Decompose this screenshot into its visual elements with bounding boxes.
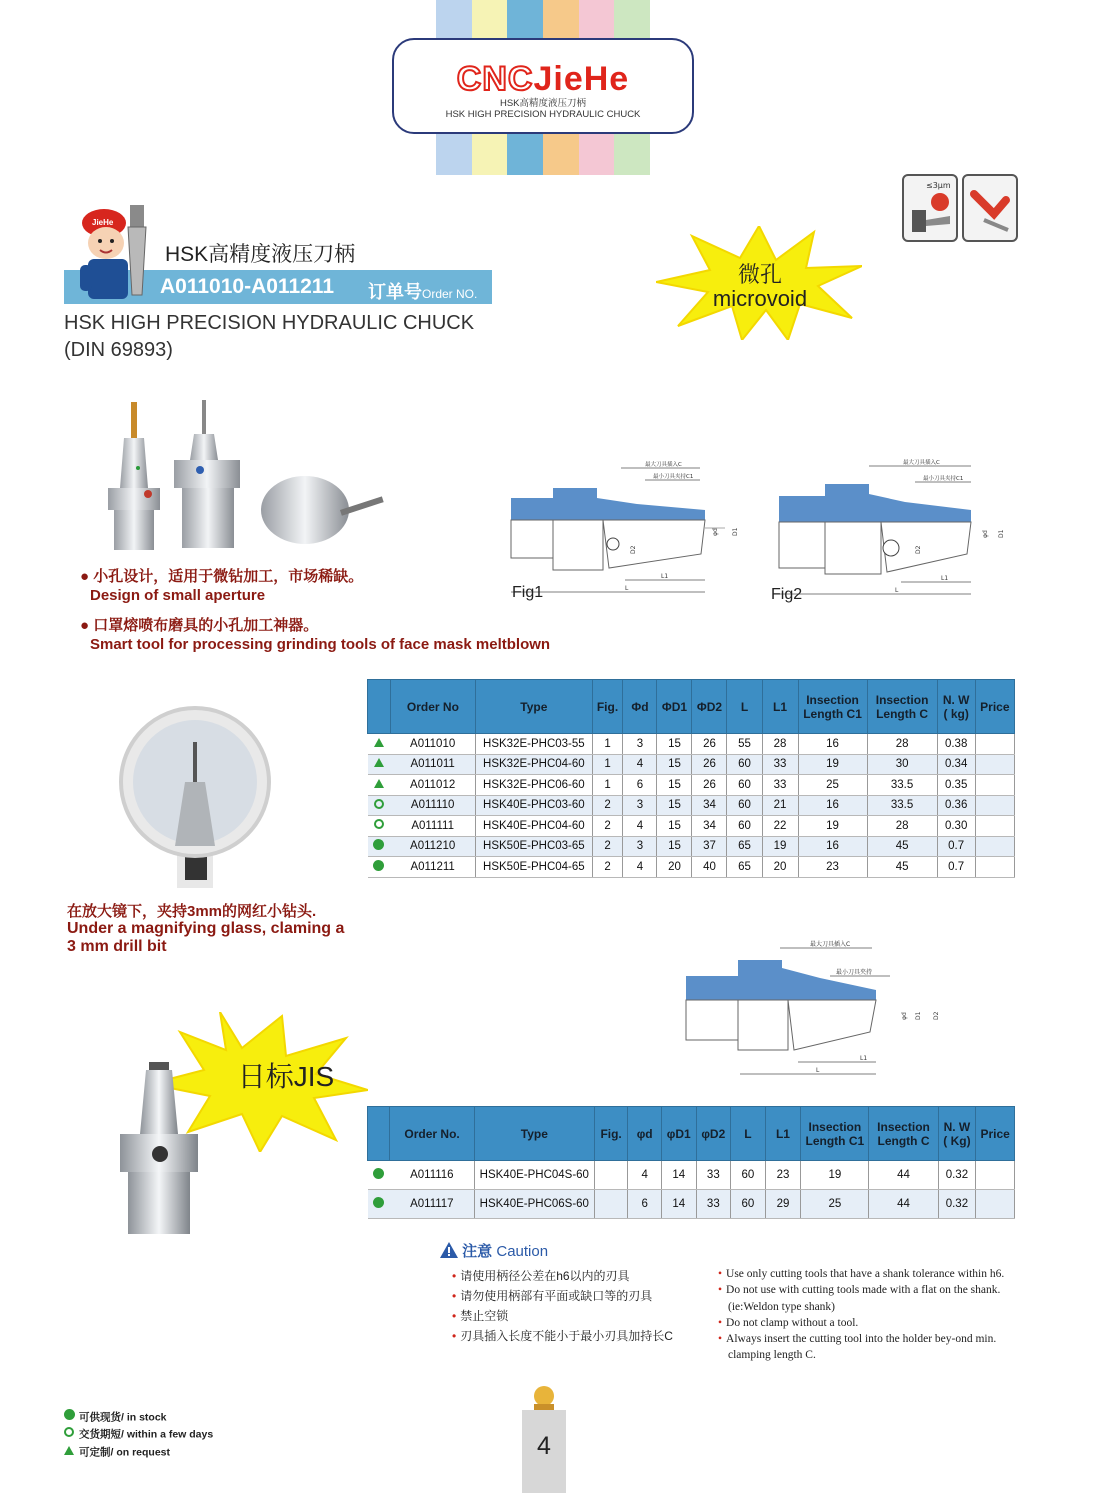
cell-type: HSK40E-PHC04S-60 [474, 1161, 594, 1190]
cell-price [976, 1161, 1015, 1190]
on-request-triangle-icon [374, 738, 384, 747]
brand-subtitle-cn: HSK高精度液压刀柄 [499, 98, 587, 109]
header-d2: φD2 [696, 1107, 731, 1161]
dim-max-insert: 最大刀具插入C [903, 460, 940, 466]
header-type: Type [476, 680, 592, 734]
table-row [368, 754, 1015, 775]
cell-price [975, 857, 1014, 878]
cell-fig: 1 [592, 754, 623, 775]
order-label-en: Order NO. [422, 287, 478, 301]
caution-list-cn [462, 1266, 673, 1346]
cell-nw: 0.36 [937, 795, 975, 816]
microvoid-cn: 微孔 [737, 262, 782, 287]
precision-icon [902, 174, 958, 242]
tolerance-text: ≤3μm [926, 181, 951, 190]
table-row [368, 857, 1015, 878]
mascot-head-icon [522, 1384, 566, 1412]
cell-l: 60 [731, 1190, 766, 1219]
product-title-en-line2: (DIN 69893) [64, 339, 173, 361]
cell-c: 30 [867, 754, 937, 775]
cell-d2: 26 [692, 754, 727, 775]
brand-jiehe: JieHe [533, 60, 630, 98]
cell-d1: 15 [657, 734, 692, 755]
dim-d2: D2 [933, 1011, 940, 1020]
legend-few-days-text: 交货期短/ within a few days [79, 1428, 214, 1441]
feature-1-en: Design of small aperture [90, 587, 266, 604]
cell-d: 4 [623, 857, 657, 878]
cell-fig [594, 1190, 628, 1219]
cell-d: 6 [628, 1190, 662, 1219]
cell-c: 28 [867, 734, 937, 755]
caution-title [440, 1240, 548, 1261]
cell-l: 65 [727, 836, 762, 857]
header-c: Insection Length C [869, 1107, 938, 1161]
fig1-drawing [505, 458, 755, 600]
table-row [368, 775, 1015, 796]
stock-mark-cell [368, 775, 391, 796]
cell-d2: 34 [692, 816, 727, 837]
cell-nw: 0.38 [937, 734, 975, 755]
table-header-row [368, 680, 1015, 734]
caution-title-cn: 注意 [462, 1243, 493, 1260]
dim-l1: L1 [860, 1055, 868, 1062]
header-cell-mark [368, 1107, 390, 1161]
header-c: Insection Length C [867, 680, 937, 734]
jis-drawing [680, 938, 960, 1080]
magnifier-photo [115, 706, 275, 888]
header-l1: L1 [765, 1107, 801, 1161]
cell-type: HSK50E-PHC04-65 [476, 857, 592, 878]
header-price: Price [975, 680, 1014, 734]
dim-d1: D1 [998, 529, 1005, 538]
dim-max-insert: 最大刀具插入C [810, 941, 851, 948]
feature-2-cn: ● 口罩熔喷布磨具的小孔加工神器。 [80, 617, 319, 634]
cell-type: HSK40E-PHC04-60 [476, 816, 592, 837]
wrench-icon [962, 174, 1018, 242]
cell-c1: 19 [798, 816, 867, 837]
on-request-triangle-icon [374, 779, 384, 788]
cell-d2: 26 [692, 775, 727, 796]
product-title-en [64, 310, 474, 364]
product-title-en-line1: HSK HIGH PRECISION HYDRAULIC CHUCK [64, 312, 475, 334]
cell-type: HSK32E-PHC04-60 [476, 754, 592, 775]
header-l: L [727, 680, 762, 734]
stock-mark-cell [368, 857, 391, 878]
magnifier-caption-cn: 在放大镜下，夹持3mm的网红小钻头. [67, 903, 317, 920]
cell-price [975, 775, 1014, 796]
microvoid-label [700, 263, 820, 311]
cell-fig: 1 [592, 775, 623, 796]
brand-name [394, 60, 692, 98]
stock-mark-cell [368, 1190, 390, 1219]
cell-l1: 23 [765, 1161, 801, 1190]
cell-l1: 28 [762, 734, 798, 755]
dim-d1: D1 [915, 1011, 922, 1020]
cell-d1: 14 [661, 1161, 696, 1190]
dim-d2: D2 [915, 545, 922, 554]
stock-mark-cell [368, 754, 391, 775]
in-stock-dot-icon [373, 1197, 384, 1208]
header-order-no: Order No [390, 680, 476, 734]
dim-max-insert: 最大刀具插入C [645, 462, 682, 468]
cell-d2: 26 [692, 734, 727, 755]
table-row [368, 795, 1015, 816]
fig2-drawing [775, 458, 1037, 600]
page-tab [522, 1410, 566, 1493]
header-nw: N. W ( Kg) [938, 1107, 976, 1161]
brand-subtitle-en: HSK HIGH PRECISION HYDRAULIC CHUCK [445, 109, 641, 120]
header-cell-mark [368, 680, 391, 734]
cell-c: 44 [869, 1161, 938, 1190]
cell-type: HSK40E-PHC03-60 [476, 795, 592, 816]
caution-item: • 刃具插入长度不能小于最小刃具加持长C [462, 1326, 673, 1346]
dim-l: L [895, 587, 899, 594]
cell-fig: 2 [592, 816, 623, 837]
cell-l1: 22 [762, 816, 798, 837]
header-fig: Fig. [594, 1107, 628, 1161]
cell-l1: 20 [762, 857, 798, 878]
cell-order-no: A011111 [390, 816, 476, 837]
cell-nw: 0.7 [937, 836, 975, 857]
cell-d1: 20 [657, 857, 692, 878]
spec-table-2 [367, 1106, 1015, 1219]
cell-d: 3 [623, 734, 657, 755]
cell-order-no: A011117 [390, 1190, 474, 1219]
cell-c1: 16 [798, 836, 867, 857]
magnifier-caption-en-1: Under a magnifying glass, claming a [67, 920, 345, 937]
jis-product-photo [118, 1060, 200, 1240]
microvoid-en: microvoid [712, 286, 808, 311]
in-stock-dot-icon [373, 860, 384, 871]
caution-item: • Do not clamp without a tool. [728, 1315, 1028, 1331]
cell-nw: 0.32 [938, 1161, 976, 1190]
cell-order-no: A011010 [390, 734, 476, 755]
brand-logo [392, 38, 694, 134]
cell-c1: 25 [801, 1190, 869, 1219]
cell-d1: 15 [657, 836, 692, 857]
cell-order-no: A011116 [390, 1161, 474, 1190]
cell-c1: 23 [798, 857, 867, 878]
on-request-triangle-icon [374, 758, 384, 767]
cell-l1: 33 [762, 754, 798, 775]
dim-d2: D2 [630, 545, 637, 554]
cell-price [976, 1190, 1015, 1219]
on-request-triangle-icon [64, 1446, 74, 1455]
cell-nw: 0.7 [937, 857, 975, 878]
dim-d: φd [982, 530, 989, 538]
fig1-label: Fig1 [512, 584, 544, 601]
dim-min-clamp: 最小刀具夹持C1 [653, 474, 694, 480]
cell-d1: 15 [657, 795, 692, 816]
few-days-ring-icon [374, 819, 384, 829]
cell-d: 4 [628, 1161, 662, 1190]
order-label-cn: 订单号 [368, 282, 422, 302]
cell-order-no: A011211 [390, 857, 476, 878]
in-stock-dot-icon [373, 1168, 384, 1179]
legend-in-stock [64, 1409, 213, 1426]
stock-legend [64, 1409, 213, 1461]
in-stock-dot-icon [64, 1409, 75, 1420]
jis-label: 日标JIS [237, 1061, 335, 1092]
cell-order-no: A011210 [390, 836, 476, 857]
magnifier-caption-en [67, 920, 344, 956]
header-d1: ΦD1 [657, 680, 692, 734]
header-d2: ΦD2 [692, 680, 727, 734]
table-body [368, 1161, 1015, 1219]
dim-d: φd [712, 528, 719, 536]
header-d1: φD1 [661, 1107, 696, 1161]
feature-1 [80, 567, 363, 605]
page-number: 4 [537, 1432, 551, 1460]
feature-2 [80, 616, 550, 654]
cell-d1: 15 [657, 775, 692, 796]
caution-item: • 禁止空锁 [462, 1306, 673, 1326]
fig2-label: Fig2 [771, 586, 803, 603]
dim-min-clamp: 最小刀具夹持C1 [923, 476, 964, 482]
mascot-cap-text: JieHe [92, 218, 114, 227]
cell-d1: 14 [661, 1190, 696, 1219]
cell-fig: 1 [592, 734, 623, 755]
caution-title-en: Caution [496, 1243, 549, 1260]
stock-mark-cell [368, 1161, 390, 1190]
cell-l1: 21 [762, 795, 798, 816]
cell-d1: 15 [657, 754, 692, 775]
feature-2-en: Smart tool for processing grinding tools of face mask meltblown [90, 636, 551, 653]
legend-few-days [64, 1426, 213, 1443]
caution-list-en [728, 1266, 1028, 1364]
cell-c1: 16 [798, 734, 867, 755]
cell-fig: 2 [592, 836, 623, 857]
few-days-ring-icon [374, 799, 384, 809]
spec-table-1 [367, 679, 1015, 878]
cell-l: 65 [727, 857, 762, 878]
cell-d: 3 [623, 795, 657, 816]
caution-item: • Do not use with cutting tools made with a flat on the shank.(ie:Weldon type shank) [728, 1282, 1028, 1315]
cell-c1: 19 [798, 754, 867, 775]
allen-key-icon [964, 176, 1016, 240]
cell-d: 3 [623, 836, 657, 857]
header-price: Price [976, 1107, 1015, 1161]
header-l1: L1 [762, 680, 798, 734]
cell-d: 4 [623, 816, 657, 837]
stock-mark-cell [368, 734, 391, 755]
stock-mark-cell [368, 836, 391, 857]
legend-on-request-text: 可定制/ on request [79, 1445, 171, 1458]
cell-d2: 33 [696, 1190, 731, 1219]
cell-c: 33.5 [867, 775, 937, 796]
caution-item: • 请勿使用柄部有平面或缺口等的刃具 [462, 1286, 673, 1306]
cell-fig [594, 1161, 628, 1190]
table-row [368, 816, 1015, 837]
cell-order-no: A011012 [390, 775, 476, 796]
cell-d: 4 [623, 754, 657, 775]
cell-d2: 40 [692, 857, 727, 878]
few-days-ring-icon [64, 1427, 74, 1437]
cell-d1: 15 [657, 816, 692, 837]
order-code: A011010-A011211 [160, 275, 334, 298]
feature-text: 小孔设计，适用于微钻加工，市场稀缺。 [93, 568, 364, 585]
cell-type: HSK32E-PHC06-60 [476, 775, 592, 796]
feature-1-cn: ● 小孔设计，适用于微钻加工，市场稀缺。 [80, 568, 364, 585]
cell-price [975, 795, 1014, 816]
header-l: L [731, 1107, 766, 1161]
caution-item: • Use only cutting tools that have a shank tolerance within h6. [728, 1266, 1028, 1282]
cell-order-no: A011011 [390, 754, 476, 775]
cell-c: 45 [867, 857, 937, 878]
mascot-illustration [78, 195, 158, 305]
cell-l1: 19 [762, 836, 798, 857]
cell-c: 33.5 [867, 795, 937, 816]
cell-l: 60 [727, 754, 762, 775]
cell-d: 6 [623, 775, 657, 796]
cell-type: HSK32E-PHC03-55 [476, 734, 592, 755]
cell-c1: 25 [798, 775, 867, 796]
table-row [368, 1190, 1015, 1219]
brand-cnc: CNC [456, 60, 534, 98]
cell-type: HSK50E-PHC03-65 [476, 836, 592, 857]
cell-nw: 0.30 [937, 816, 975, 837]
cell-price [975, 836, 1014, 857]
runout-gauge-icon [904, 176, 956, 240]
cell-l: 60 [731, 1161, 766, 1190]
table-row [368, 836, 1015, 857]
cell-d2: 37 [692, 836, 727, 857]
in-stock-dot-icon [373, 839, 384, 850]
order-label [368, 278, 477, 304]
header-c1: Insection Length C1 [798, 680, 867, 734]
table-row [368, 734, 1015, 755]
cell-d2: 33 [696, 1161, 731, 1190]
table-row [368, 1161, 1015, 1190]
dim-l1: L1 [941, 575, 949, 582]
cell-l: 60 [727, 775, 762, 796]
cell-c1: 16 [798, 795, 867, 816]
cell-c: 44 [869, 1190, 938, 1219]
cell-order-no: A011110 [390, 795, 476, 816]
header-d: φd [628, 1107, 662, 1161]
cell-price [975, 754, 1014, 775]
cell-c: 45 [867, 836, 937, 857]
dim-d: φd [901, 1012, 908, 1020]
magnifier-caption-en-2: 3 mm drill bit [67, 938, 167, 955]
table-body [368, 734, 1015, 878]
dim-min-clamp: 最小刀具夹持 [836, 969, 873, 976]
cell-c1: 19 [801, 1161, 869, 1190]
header-order-no: Order No. [390, 1107, 474, 1161]
header-c1: Insection Length C1 [801, 1107, 869, 1161]
cell-fig: 2 [592, 795, 623, 816]
warning-icon [440, 1242, 458, 1258]
product-title-cn: HSK高精度液压刀柄 [165, 243, 356, 266]
dim-d1: D1 [732, 527, 739, 536]
cell-l: 55 [727, 734, 762, 755]
feature-text: 口罩熔喷布磨具的小孔加工神器。 [93, 617, 319, 634]
cell-price [975, 816, 1014, 837]
cell-price [975, 734, 1014, 755]
caution-item: • 请使用柄径公差在h6以内的刃具 [462, 1266, 673, 1286]
dim-l1: L1 [661, 573, 669, 580]
cell-l1: 29 [765, 1190, 801, 1219]
stock-mark-cell [368, 816, 391, 837]
table-header-row [368, 1107, 1015, 1161]
cell-nw: 0.35 [937, 775, 975, 796]
product-photo-chucks [100, 398, 390, 558]
cell-l1: 33 [762, 775, 798, 796]
dim-l: L [625, 585, 629, 592]
cell-c: 28 [867, 816, 937, 837]
cell-d2: 34 [692, 795, 727, 816]
cell-fig: 2 [592, 857, 623, 878]
caution-item: • Always insert the cutting tool into the holder bey-ond min. clamping length C. [728, 1331, 1028, 1364]
cell-l: 60 [727, 795, 762, 816]
cell-nw: 0.32 [938, 1190, 976, 1219]
header-d: Φd [623, 680, 657, 734]
header-fig: Fig. [592, 680, 623, 734]
legend-in-stock-text: 可供现货/ in stock [79, 1411, 167, 1424]
header-nw: N. W ( kg) [937, 680, 975, 734]
dim-l: L [816, 1067, 820, 1074]
cell-nw: 0.34 [937, 754, 975, 775]
stock-mark-cell [368, 795, 391, 816]
header-type: Type [474, 1107, 594, 1161]
cell-l: 60 [727, 816, 762, 837]
legend-on-request [64, 1444, 213, 1461]
cell-type: HSK40E-PHC06S-60 [474, 1190, 594, 1219]
